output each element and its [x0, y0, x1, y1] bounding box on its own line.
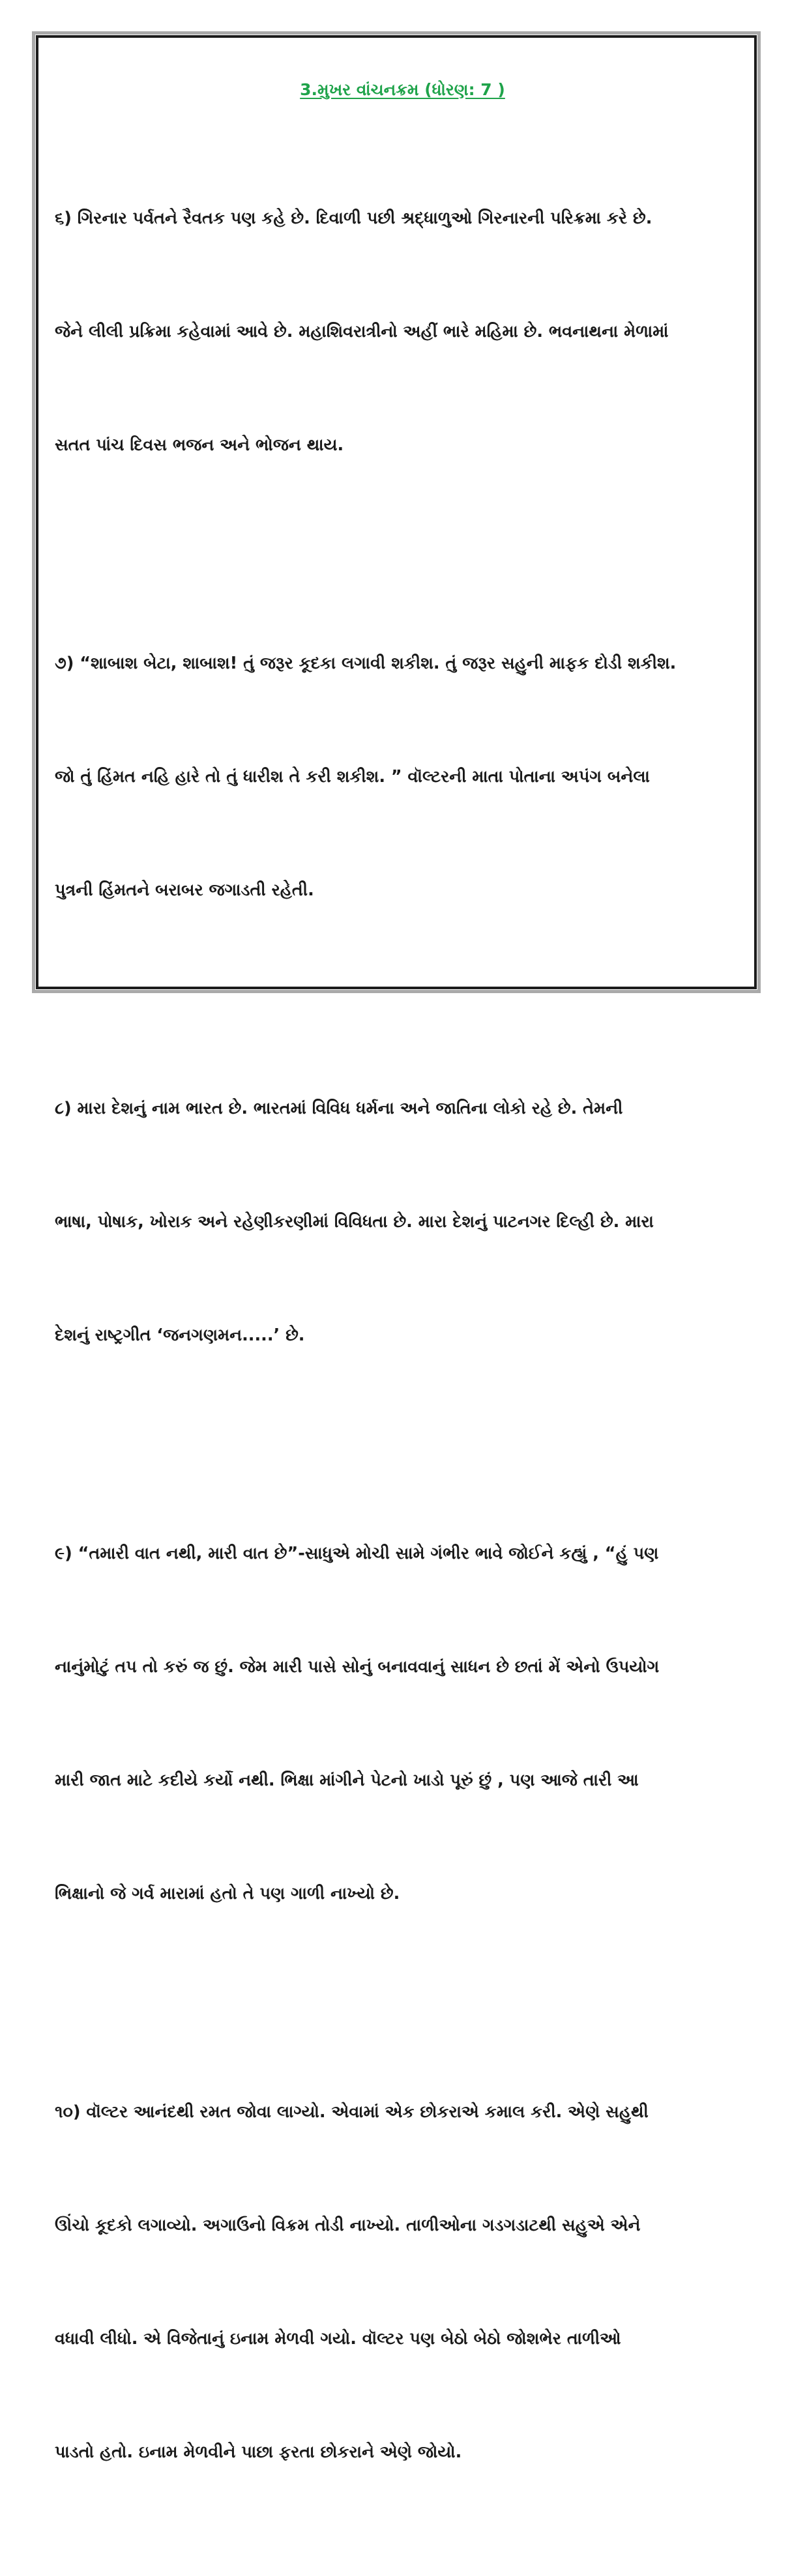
page-title-text: 3.મુખર વાંચનક્રમ (ધોરણ: 7 ) — [300, 80, 505, 99]
paragraph-line: પુત્રની હિંમતને બરાબર જગાડતી રહેતી. — [55, 880, 314, 900]
paragraph-10 — [55, 2018, 756, 2547]
paragraph-8 — [55, 1014, 756, 1430]
paragraph-line: જેને લીલી પ્રક્રિમા કહેવામાં આવે છે. મહાશિવરાત્રીનો અહીં ભારે મહિમા છે. ભવનાથના મેળામાં — [55, 322, 669, 341]
paragraph-line: સતત પાંચ દિવસ ભજન અને ભોજન થાય. — [55, 435, 344, 455]
paragraph-line: ૮) મારા દેશનું નામ ભારત છે. ભારતમાં વિવિધ ધર્મના અને જાતિના લોકો રહે છે. તેમની — [55, 1099, 623, 1118]
paragraph-line: દેશનું રાષ્ટ્રગીત ‘જનગણમન.....’ છે. — [55, 1325, 305, 1345]
paragraph-line: ૧૦) વૉલ્ટર આનંદથી રમત જોવા લાગ્યો. એવામાં એક છોકરાએ કમાલ કરી. એણે સહુથી — [55, 2102, 649, 2122]
paragraph-line: ઊંચો કૂદકો લગાવ્યો. અગાઉનો વિક્રમ તોડી નાખ્યો. તાળીઓના ગડગડાટથી સહુએ એને — [55, 2216, 641, 2235]
paragraph-7 — [55, 569, 756, 985]
paragraph-line: ૬) ગિરનાર પર્વતને રૈવતક પણ કહે છે. દિવાળી પછી શ્રદ્ધાળુઓ ગિરનારની પરિક્રમા કરે છે. — [55, 209, 652, 228]
document-body — [55, 124, 756, 2576]
paragraph-line: ૭) “શાબાશ બેટા, શાબાશ! તું જરૂર કૂદકા લગાવી શકીશ. તું જરૂર સહુની માફક દોડી શકીશ. — [55, 654, 677, 673]
page-title — [0, 80, 805, 100]
paragraph-line: જો તું હિંમત નહિ હારે તો તું ધારીશ તે કરી શકીશ. ” વૉલ્ટરની માતા પોતાના અપંગ બનેલા — [55, 767, 650, 787]
paragraph-line: નાનુંમોટું તપ તો કરું જ છું. જેમ મારી પાસે સોનું બનાવવાનું સાધન છે છતાં મેં એનો ઉપયોગ — [55, 1657, 660, 1677]
paragraph-line: પાડતો હતો. ઇનામ મેળવીને પાછા ફરતા છોકરાને એણે જોયો. — [55, 2442, 462, 2462]
paragraph-line: ૯) “તમારી વાત નથી, મારી વાત છે”-સાધુએ મોચી સામે ગંભીર ભાવે જોઈને કહ્યું , “હું પણ — [55, 1544, 659, 1563]
paragraph-line: મારી જાત માટે કદીયે કર્યો નથી. ભિક્ષા માંગીને પેટનો ખાડો પૂરું છું , પણ આજે તારી આ — [55, 1771, 639, 1790]
paragraph-9 — [55, 1459, 756, 1988]
paragraph-line: ભાષા, પોષાક, ખોરાક અને રહેણીકરણીમાં વિવિધતા છે. મારા દેશનું પાટનગર દિલ્હી છે. મારા — [55, 1212, 654, 1232]
paragraph-line: ભિક્ષાનો જે ગર્વ મારામાં હતો તે પણ ગાળી નાખ્યો છે. — [55, 1884, 400, 1903]
paragraph-line: વધાવી લીધો. એ વિજેતાનું ઇનામ મેળવી ગયો. વૉલ્ટર પણ બેઠો બેઠો જોશભેર તાળીઓ — [55, 2329, 621, 2349]
paragraph-6 — [55, 124, 756, 540]
